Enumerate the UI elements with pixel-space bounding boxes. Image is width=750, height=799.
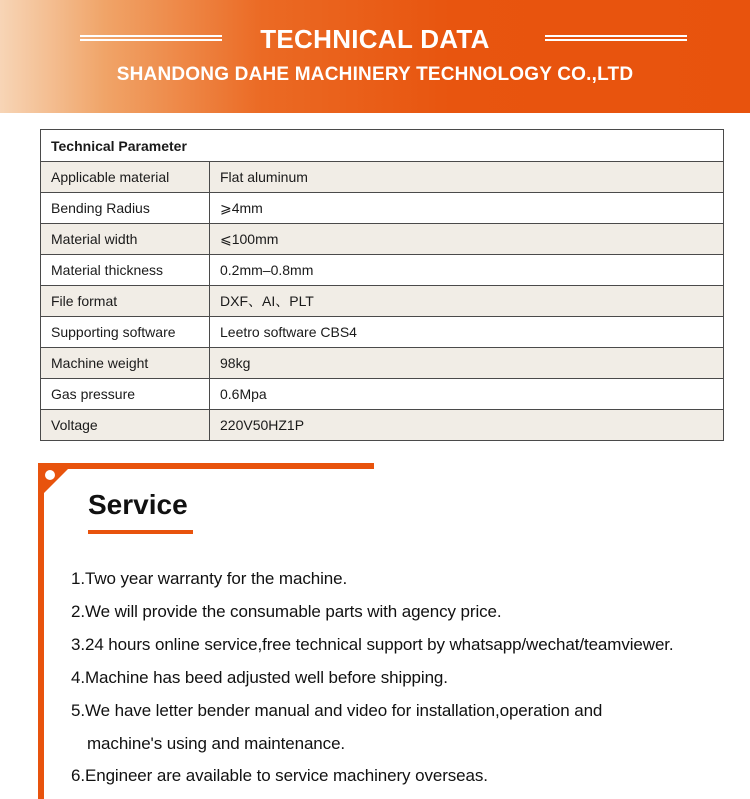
param-label: Supporting software — [41, 317, 210, 348]
param-value: ⩽100mm — [210, 224, 724, 255]
param-value: Flat aluminum — [210, 162, 724, 193]
header-banner — [0, 0, 750, 113]
param-value: 98kg — [210, 348, 724, 379]
param-label: Material thickness — [41, 255, 210, 286]
table-row — [41, 410, 724, 441]
technical-parameter-table — [40, 129, 724, 441]
param-label: Gas pressure — [41, 379, 210, 410]
service-title: Service — [88, 489, 188, 520]
param-value: 220V50HZ1P — [210, 410, 724, 441]
table-header-row — [41, 130, 724, 162]
list-item: 2.We will provide the consumable parts with agency price. — [71, 602, 502, 621]
table-row — [41, 348, 724, 379]
banner-subtitle: SHANDONG DAHE MACHINERY TECHNOLOGY CO.,LTD — [116, 64, 634, 85]
list-item: 3.24 hours online service,free technical support by whatsapp/wechat/teamviewer. — [71, 635, 674, 654]
service-corner-dot — [45, 470, 55, 480]
param-label: Material width — [41, 224, 210, 255]
param-value: Leetro software CBS4 — [210, 317, 724, 348]
param-label: File format — [41, 286, 210, 317]
list-item: 6.Engineer are available to service machinery overseas. — [71, 766, 488, 785]
service-frame-left — [38, 463, 44, 799]
banner-title: TECHNICAL DATA — [260, 24, 490, 54]
table-row — [41, 162, 724, 193]
table-row — [41, 286, 724, 317]
list-item-continuation: machine's using and maintenance. — [87, 734, 346, 753]
table-row — [41, 379, 724, 410]
table-row — [41, 317, 724, 348]
list-item: 5.We have letter bender manual and video for installation,operation and — [71, 701, 603, 720]
param-label: Machine weight — [41, 348, 210, 379]
param-label: Applicable material — [41, 162, 210, 193]
list-item: 1.Two year warranty for the machine. — [71, 569, 348, 588]
table-row — [41, 224, 724, 255]
service-frame-top — [38, 463, 374, 469]
table-row — [41, 193, 724, 224]
table-row — [41, 255, 724, 286]
list-item: 4.Machine has beed adjusted well before shipping. — [71, 668, 448, 687]
param-value: 0.2mm–0.8mm — [210, 255, 724, 286]
param-label: Voltage — [41, 410, 210, 441]
service-title-underline — [88, 530, 193, 534]
param-label: Bending Radius — [41, 193, 210, 224]
param-value: 0.6Mpa — [210, 379, 724, 410]
table-header: Technical Parameter — [41, 130, 724, 162]
param-value: DXF、AI、PLT — [210, 286, 724, 317]
param-value: ⩾4mm — [210, 193, 724, 224]
